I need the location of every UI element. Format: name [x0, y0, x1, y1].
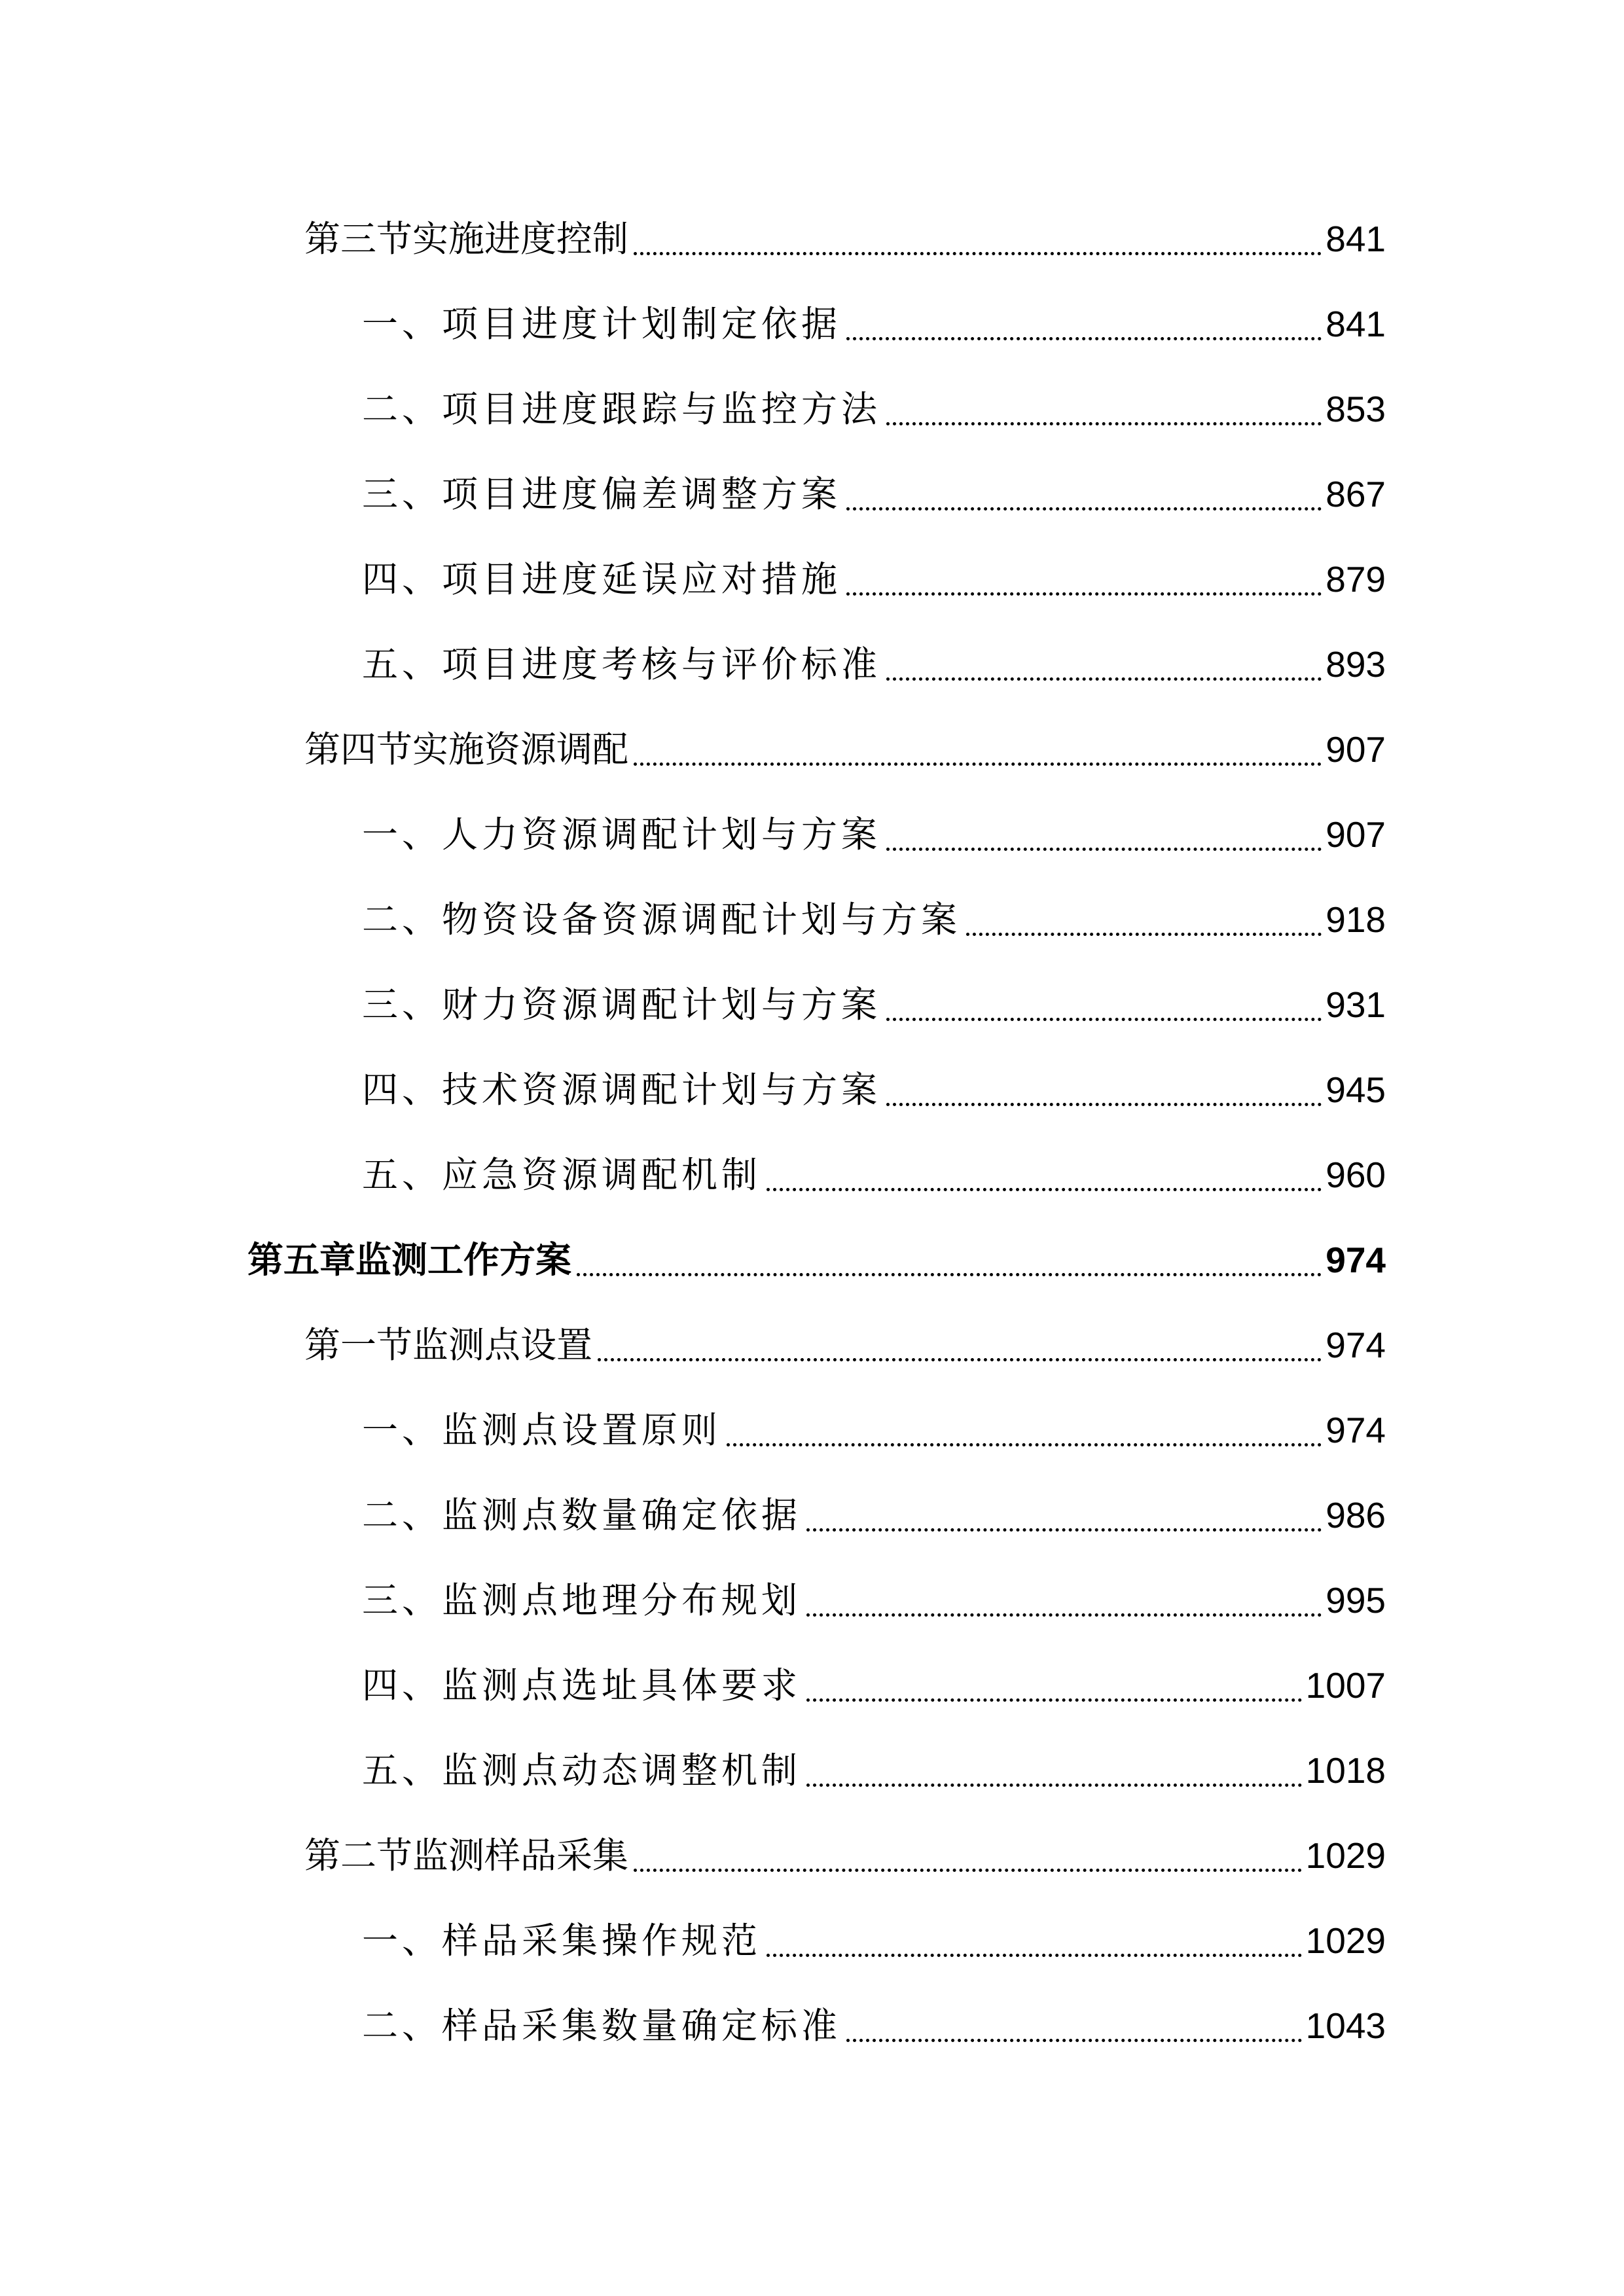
toc-entry-page: 995 [1326, 1580, 1386, 1621]
toc-entry-title: 一、项目进度计划制定依据 [362, 303, 842, 345]
toc-entry-title: 一、监测点设置原则 [362, 1409, 722, 1451]
dot-leader [886, 848, 1322, 851]
toc-entry-subsection[interactable] [362, 1401, 1386, 1460]
toc-entry-title: 五、应急资源调配机制 [362, 1154, 762, 1196]
dot-leader [727, 1443, 1322, 1446]
toc-entry-section[interactable] [304, 209, 1386, 268]
toc-entry-page: 1018 [1305, 1750, 1386, 1791]
toc-entry-subsection[interactable] [362, 1911, 1386, 1970]
dot-leader [806, 1613, 1322, 1617]
toc-entry-page: 986 [1326, 1495, 1386, 1535]
dot-leader [767, 1188, 1322, 1191]
toc-entry-title: 第五章监测工作方案 [247, 1239, 572, 1281]
dot-leader [806, 1698, 1302, 1702]
toc-entry-title: 第一节监测点设置 [304, 1324, 593, 1366]
toc-entry-page: 1007 [1305, 1665, 1386, 1706]
dot-leader [846, 507, 1322, 511]
toc-entry-title: 二、监测点数量确定依据 [362, 1494, 802, 1536]
dot-leader [577, 1273, 1322, 1276]
dot-leader [886, 677, 1322, 681]
dot-leader [886, 1103, 1322, 1106]
toc-entry-page: 907 [1326, 729, 1386, 770]
dot-leader [846, 337, 1322, 340]
dot-leader [806, 1528, 1322, 1532]
toc-entry-title: 三、财力资源调配计划与方案 [362, 984, 882, 1026]
toc-entry-title: 三、监测点地理分布规划 [362, 1579, 802, 1621]
toc-entry-page: 1043 [1305, 2005, 1386, 2046]
dot-leader [767, 1954, 1302, 1957]
toc-entry-chapter[interactable] [247, 1230, 1386, 1289]
toc-entry-page: 974 [1326, 1325, 1386, 1365]
toc-entry-page: 1029 [1305, 1920, 1386, 1961]
toc-entry-subsection[interactable] [362, 1060, 1386, 1119]
toc-entry-subsection[interactable] [362, 1996, 1386, 2055]
toc-entry-subsection[interactable] [362, 1145, 1386, 1204]
dot-leader [634, 252, 1322, 255]
dot-leader [886, 422, 1322, 425]
toc-entry-subsection[interactable] [362, 635, 1386, 694]
toc-entry-page: 841 [1326, 304, 1386, 344]
dot-leader [966, 933, 1322, 936]
toc-entry-title: 二、物资设备资源调配计划与方案 [362, 899, 962, 941]
toc-entry-page: 879 [1326, 559, 1386, 600]
toc-entry-title: 四、监测点选址具体要求 [362, 1664, 802, 1706]
toc-entry-subsection[interactable] [362, 465, 1386, 524]
toc-entry-subsection[interactable] [362, 1656, 1386, 1715]
dot-leader [846, 2039, 1302, 2042]
toc-entry-subsection[interactable] [362, 295, 1386, 353]
toc-entry-page: 945 [1326, 1069, 1386, 1110]
toc-entry-subsection[interactable] [362, 805, 1386, 864]
toc-entry-subsection[interactable] [362, 975, 1386, 1034]
dot-leader [806, 1784, 1302, 1787]
dot-leader [634, 1869, 1302, 1872]
toc-entry-title: 一、人力资源调配计划与方案 [362, 814, 882, 855]
dot-leader [886, 1018, 1322, 1021]
toc-entry-subsection[interactable] [362, 550, 1386, 609]
toc-entry-page: 841 [1326, 219, 1386, 259]
toc-entry-title: 二、样品采集数量确定标准 [362, 2005, 842, 2047]
toc-entry-title: 第三节实施进度控制 [304, 218, 629, 260]
toc-entry-title: 第二节监测样品采集 [304, 1835, 629, 1876]
toc-entry-title: 五、监测点动态调整机制 [362, 1749, 802, 1791]
toc-entry-title: 四、技术资源调配计划与方案 [362, 1069, 882, 1111]
toc-entry-subsection[interactable] [362, 380, 1386, 439]
toc-entry-page: 853 [1326, 389, 1386, 429]
toc-entry-page: 1029 [1305, 1835, 1386, 1876]
toc-entry-title: 三、项目进度偏差调整方案 [362, 473, 842, 515]
dot-leader [598, 1358, 1322, 1361]
toc-entry-title: 五、项目进度考核与评价标准 [362, 643, 882, 685]
dot-leader [846, 592, 1322, 596]
toc-entry-section[interactable] [304, 1316, 1386, 1374]
toc-entry-page: 960 [1326, 1155, 1386, 1195]
toc-entry-title: 四、项目进度延误应对措施 [362, 558, 842, 600]
toc-entry-page: 974 [1326, 1240, 1386, 1280]
dot-leader [634, 762, 1322, 766]
toc-entry-title: 二、项目进度跟踪与监控方法 [362, 388, 882, 430]
toc-entry-page: 931 [1326, 984, 1386, 1025]
toc-entry-subsection[interactable] [362, 1571, 1386, 1630]
toc-entry-subsection[interactable] [362, 890, 1386, 949]
toc-entry-subsection[interactable] [362, 1486, 1386, 1545]
toc-entry-section[interactable] [304, 1826, 1386, 1885]
toc-entry-subsection[interactable] [362, 1741, 1386, 1800]
toc-entry-page: 907 [1326, 814, 1386, 855]
toc-entry-page: 893 [1326, 644, 1386, 685]
toc-entry-title: 一、样品采集操作规范 [362, 1920, 762, 1962]
toc-entry-page: 867 [1326, 474, 1386, 514]
toc-entry-page: 974 [1326, 1410, 1386, 1450]
toc-entry-page: 918 [1326, 899, 1386, 940]
toc-entry-title: 第四节实施资源调配 [304, 728, 629, 770]
toc-entry-section[interactable] [304, 720, 1386, 779]
